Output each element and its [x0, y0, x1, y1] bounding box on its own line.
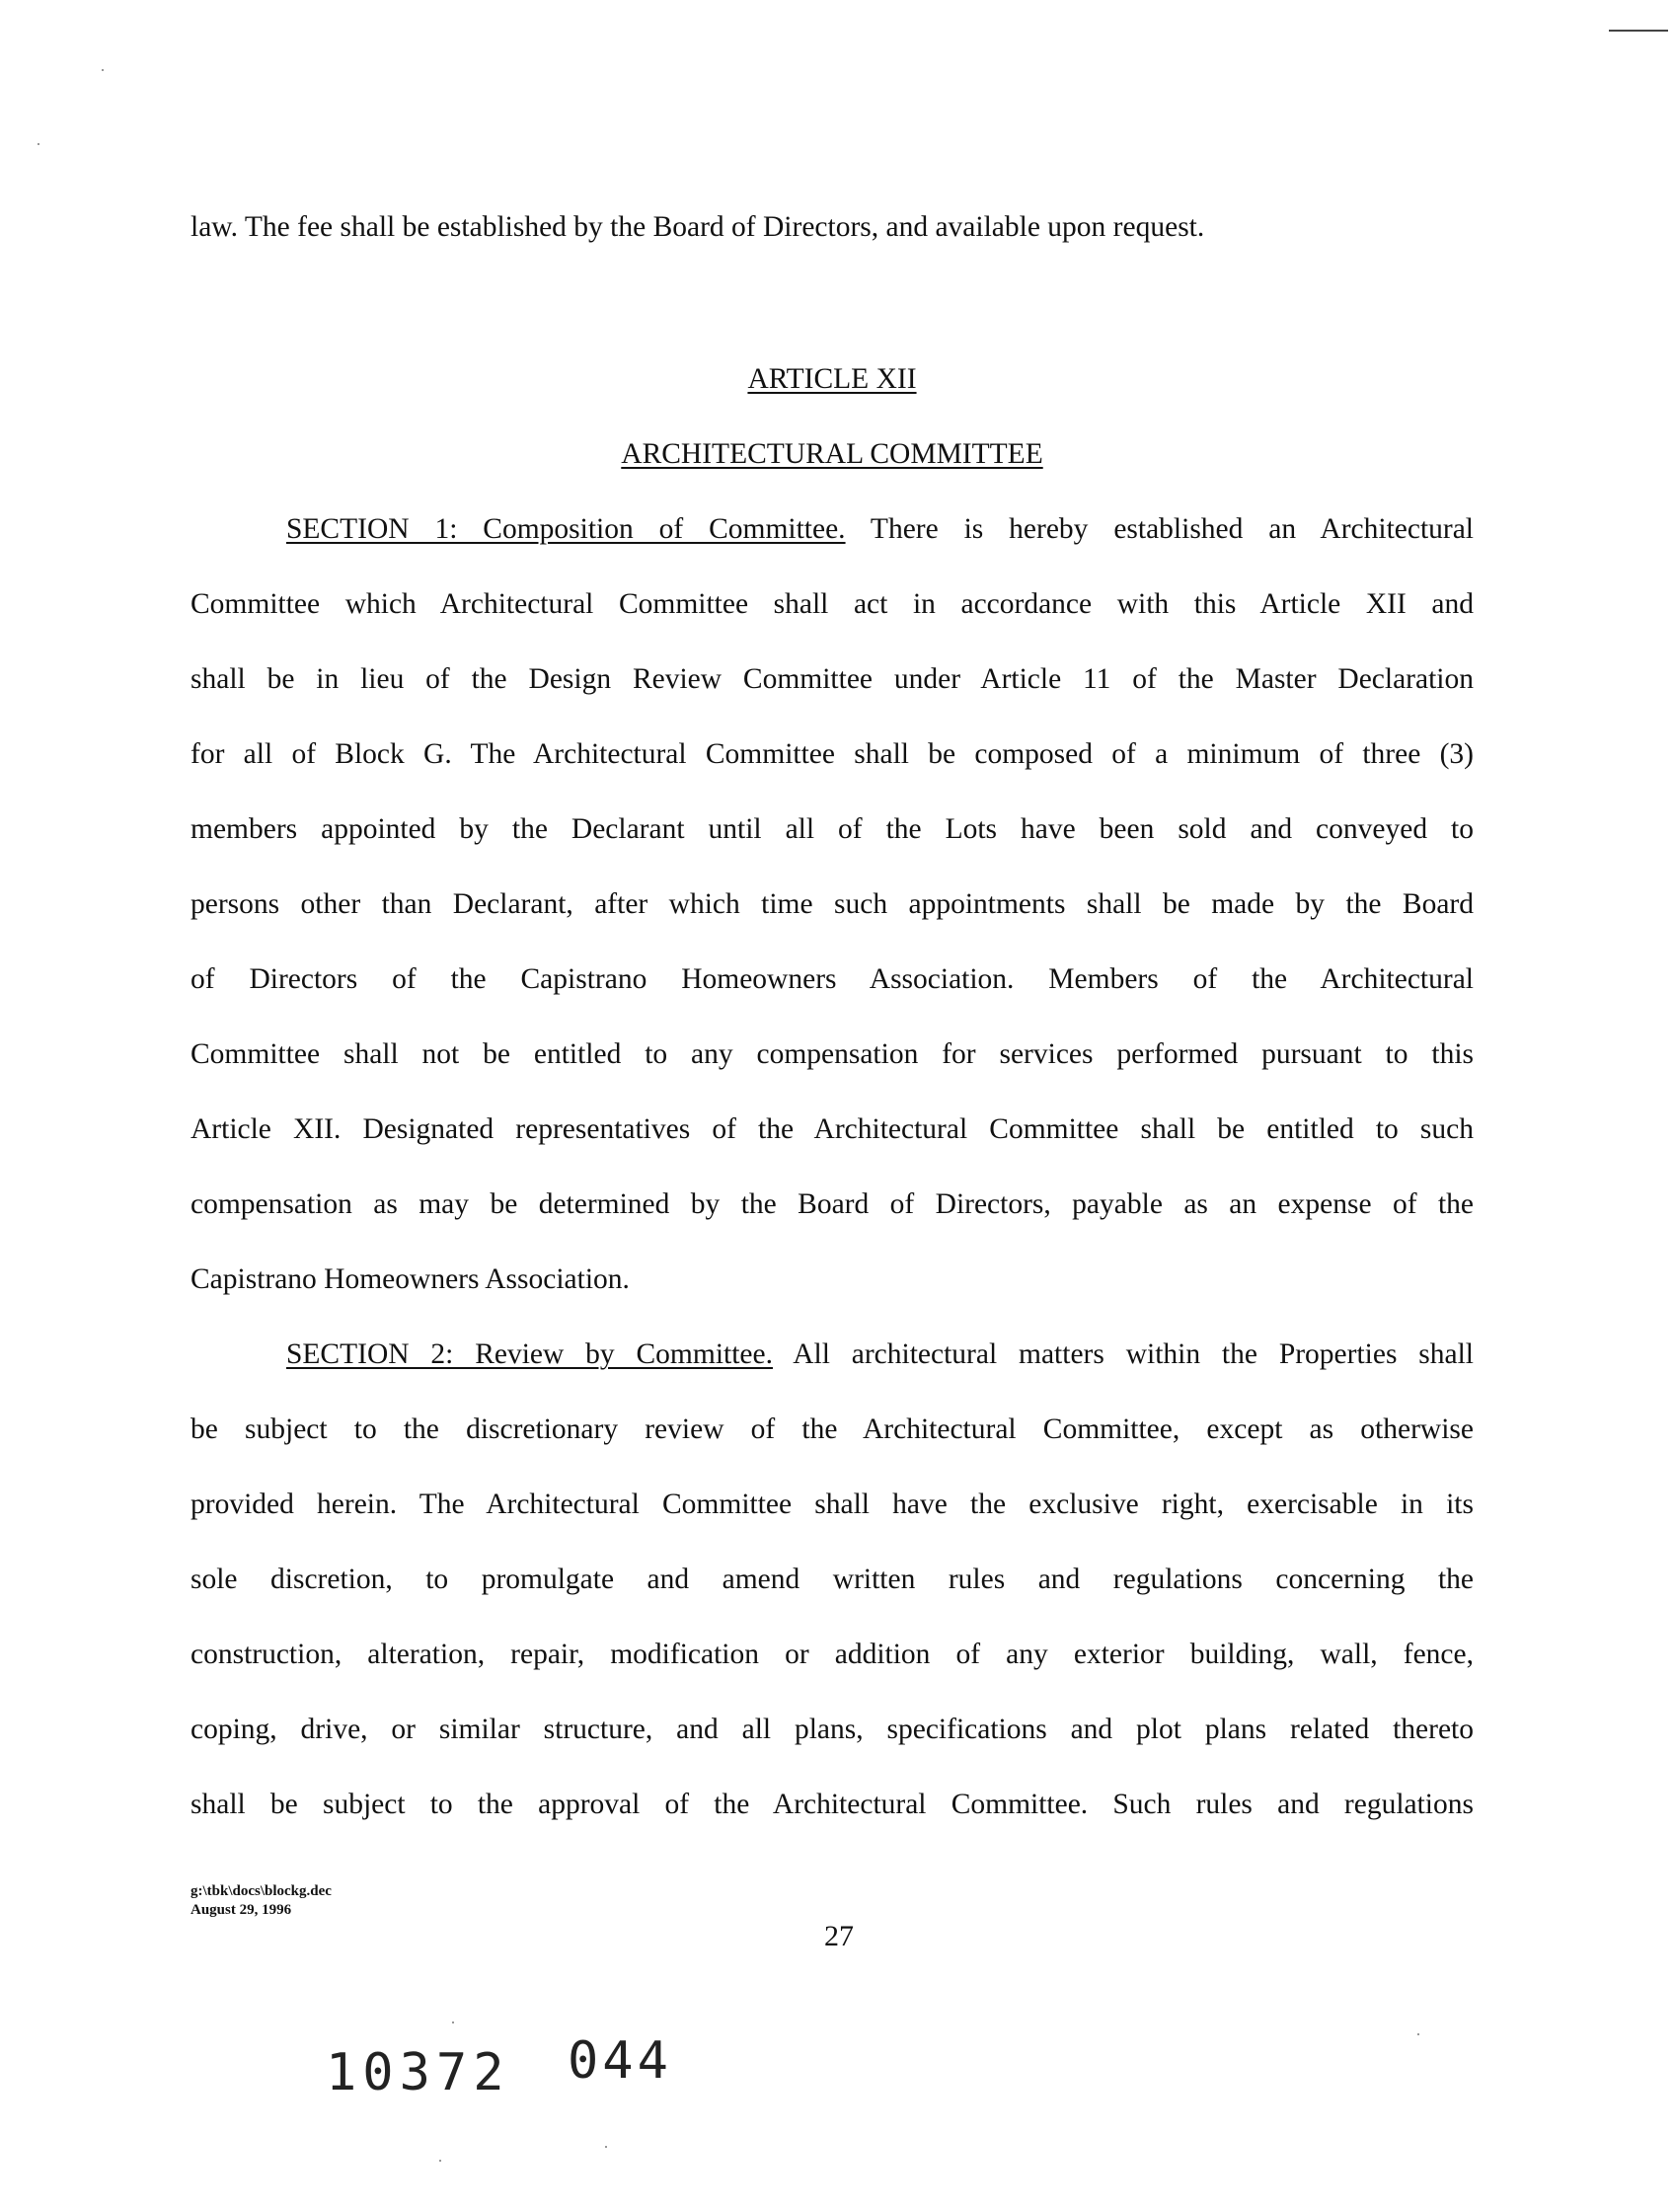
recording-book-number: 10372 [326, 2043, 510, 2102]
section-2-line: be subject to the discretionary review of the Architectural Committee, except as otherwise [190, 1413, 1474, 1445]
section-1-first-line-text: There is hereby established an Architectural [870, 513, 1475, 545]
footer-file-path: g:\tbk\docs\blockg.dec [190, 1883, 332, 1899]
scan-speck [605, 2146, 607, 2148]
scan-speck [1417, 2033, 1419, 2035]
scan-speck [102, 69, 104, 71]
section-1-line: Capistrano Homeowners Association. [190, 1263, 630, 1295]
section-1-line: persons other than Declarant, after which time such appointments shall be made by the Board [190, 888, 1474, 920]
section-2-first-line [286, 1335, 1474, 1374]
article-number: ARTICLE XII [747, 363, 917, 395]
section-2-heading: SECTION 2: Review by Committee. [286, 1338, 773, 1370]
section-2-line: sole discretion, to promulgate and amend written rules and regulations concerning the [190, 1564, 1474, 1595]
section-1-first-line [286, 509, 1474, 549]
section-1-line: of Directors of the Capistrano Homeowners Association. Members of the Architectural [190, 963, 1474, 995]
section-2-first-line-text: All architectural matters within the Properties shall [793, 1338, 1475, 1370]
scan-speck [439, 2160, 441, 2162]
footer-date: August 29, 1996 [190, 1902, 292, 1918]
section-1-heading: SECTION 1: Composition of Committee. [286, 513, 846, 545]
section-2-line: shall be subject to the approval of the Architectural Committee. Such rules and regulations [190, 1789, 1474, 1820]
scan-speck [452, 2021, 454, 2023]
section-1-line: for all of Block G. The Architectural Committee shall be composed of a minimum of three (3) [190, 738, 1474, 770]
continuation-line: law. The fee shall be established by the Board of Directors, and available upon request. [190, 211, 1205, 243]
article-title: ARCHITECTURAL COMMITTEE [621, 438, 1043, 470]
section-2-line: coping, drive, or similar structure, and all plans, specifications and plot plans related thereto [190, 1714, 1474, 1745]
section-1-line: shall be in lieu of the Design Review Committee under Article 11 of the Master Declaration [190, 663, 1474, 695]
footer-file-info [190, 1882, 332, 1920]
section-1-line: Committee which Architectural Committee shall act in accordance with this Article XII and [190, 588, 1474, 620]
recording-page-number: 044 [568, 2031, 672, 2091]
section-2-line: construction, alteration, repair, modification or addition of any exterior building, wall, fence, [190, 1639, 1474, 1670]
scan-speck [38, 143, 39, 145]
scan-edge-mark [1609, 30, 1668, 32]
section-1-line: compensation as may be determined by the Board of Directors, payable as an expense of the [190, 1188, 1474, 1220]
section-1-line: Article XII. Designated representatives of the Architectural Committee shall be entitled to such [190, 1113, 1474, 1145]
section-1-line: Committee shall not be entitled to any compensation for services performed pursuant to this [190, 1038, 1474, 1070]
page-number: 27 [824, 1920, 854, 1952]
section-2-line: provided herein. The Architectural Committee shall have the exclusive right, exercisable in its [190, 1488, 1474, 1520]
section-1-line: members appointed by the Declarant until all of the Lots have been sold and conveyed to [190, 813, 1474, 845]
